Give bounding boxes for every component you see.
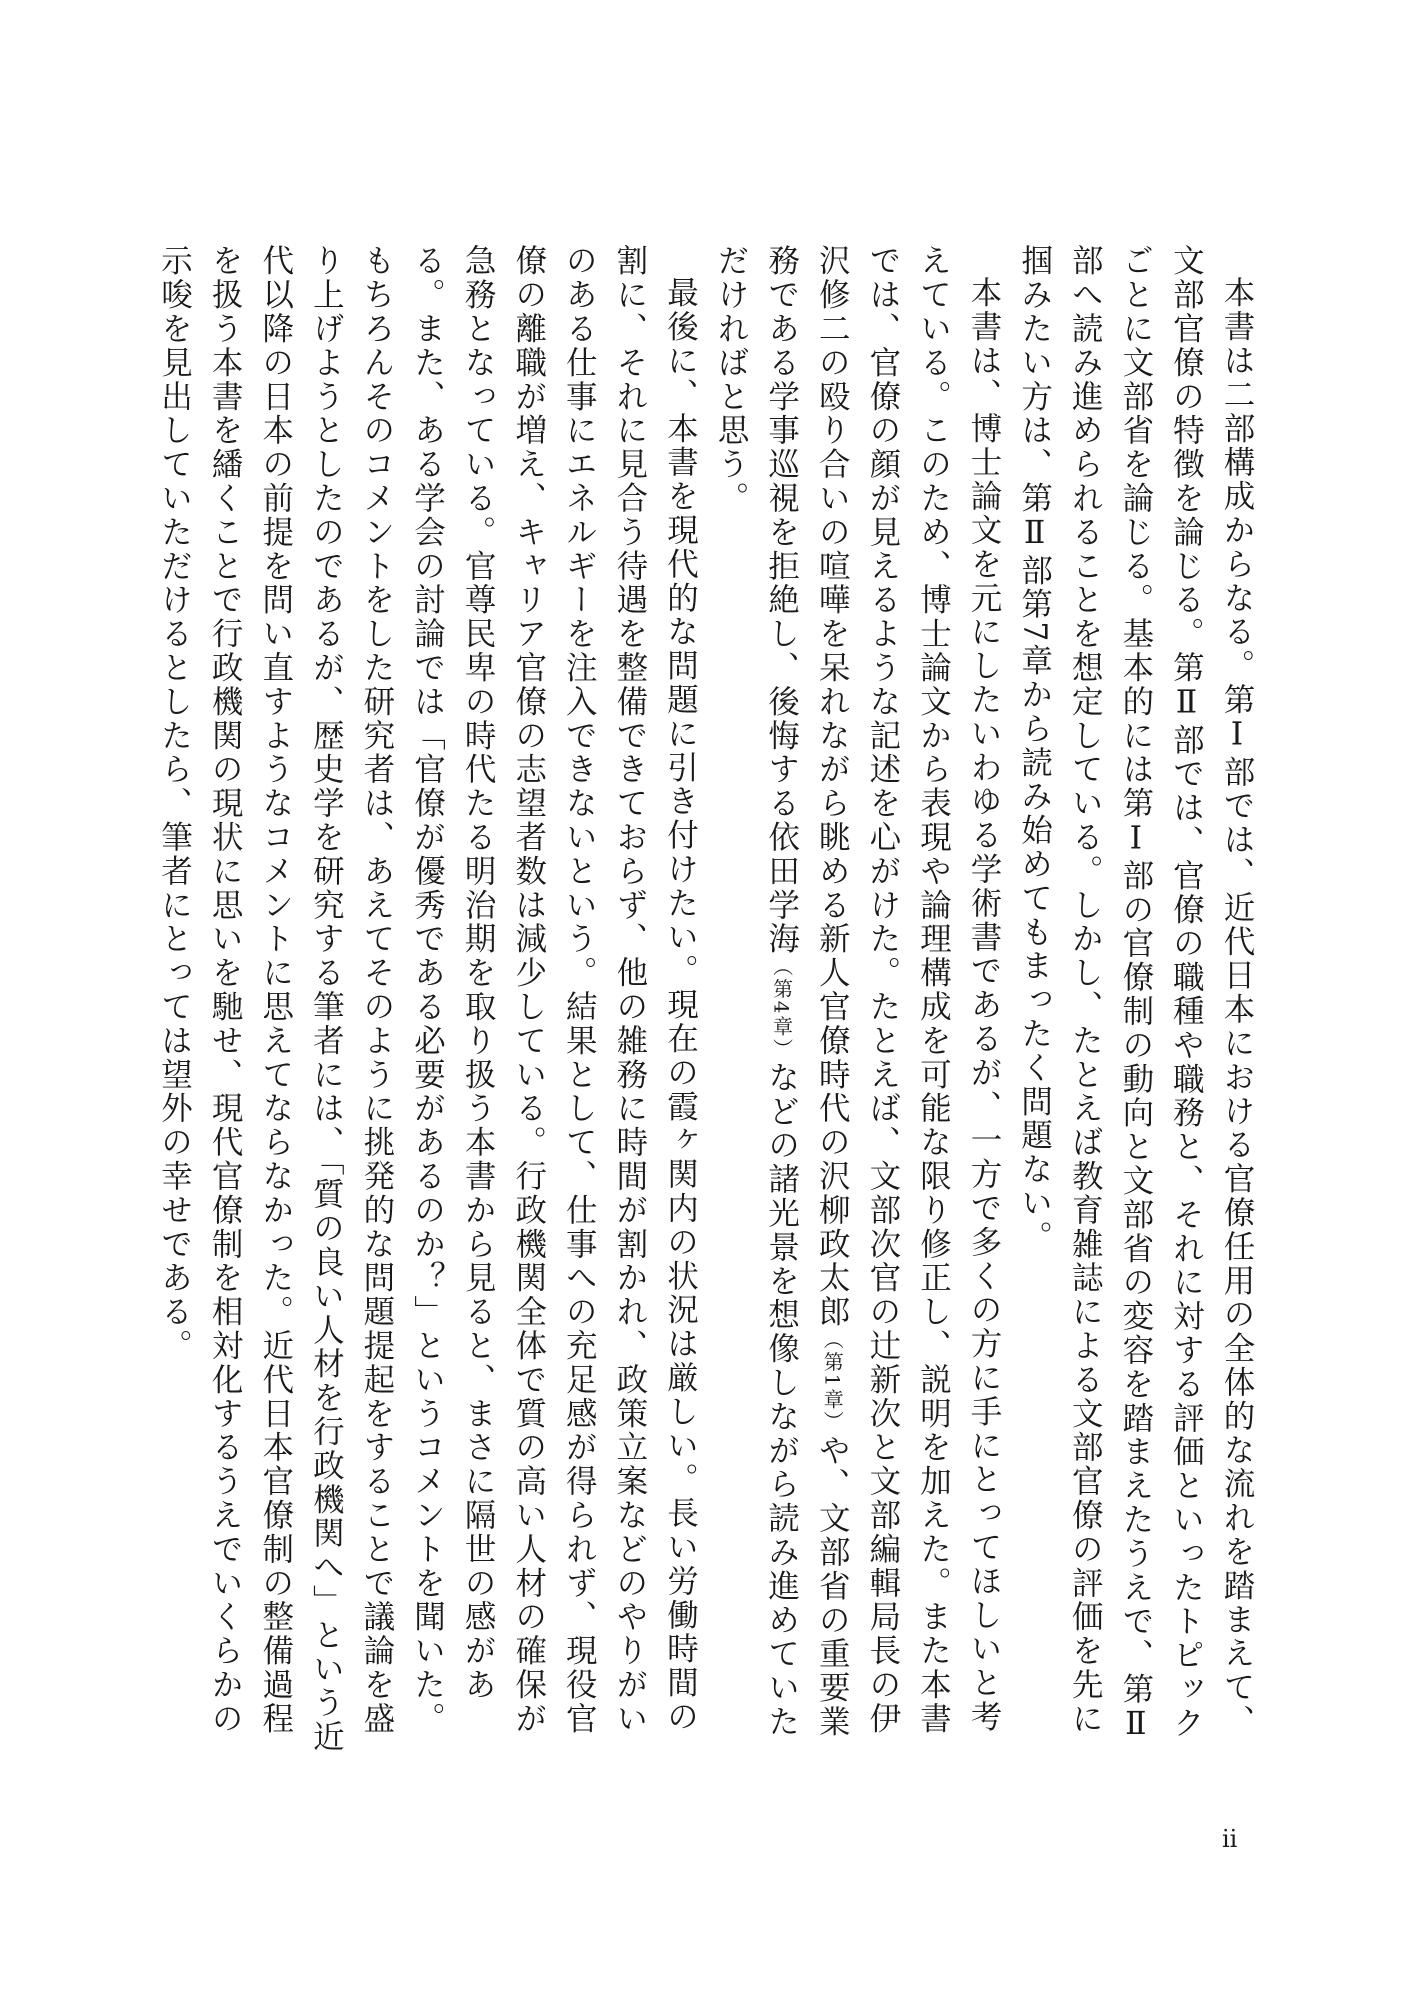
paragraph-writing-style-text-b: や、文部省の重要業務である学事巡視を拒絶し、後悔する依田学海 bbox=[763, 244, 851, 1739]
paragraph-structure bbox=[1009, 244, 1262, 1764]
paragraph-structure-text: 本書は二部構成からなる。第Ⅰ部では、近代日本における官僚任用の全体的な流れを踏まえて、文部官僚の特徴を論じる。第Ⅱ部では、官僚の職種や職務と、それに対する評価といったトピックごとに文部省を論じる。基本的には第Ⅰ部の官僚制の動向と文部省の変容を踏まえたうえで、第Ⅱ部へ読み進められることを想定している。しかし、たとえば教育雑誌による文部官僚の評価を先に掴みたい方は、第Ⅱ部第7章から読み始めてもまったく問題ない。 bbox=[1016, 244, 1255, 1745]
page-number: ii bbox=[1222, 1825, 1238, 1853]
body-text bbox=[149, 244, 1262, 1764]
paragraph-modern-relevance bbox=[149, 244, 706, 1764]
paragraph-writing-style-text-c: などの諸光景を想像しながら読み進めていただければと思う。 bbox=[713, 244, 800, 1739]
paragraph-modern-relevance-text: 最後に、本書を現代的な問題に引き付けたい。現在の霞ヶ関内の状況は厳しい。長い労働時間の割に、それに見合う待遇を整備できておらず、他の雑務に時間が割かれ、政策立案などのやりがいのある仕事にエネルギーを注入できないという。結果として、仕事への充足感が得られず、現役官僚の離職が増え、キャリア官僚の志望者数は減少している。行政機関全体で質の高い人材の確保が急務となっている。官尊民卑の時代たる明治期を取り扱う本書から見ると、まさに隔世の感がある。また、ある学会の討論では「官僚が優秀である必要があるのか？」というコメントを聞いた。もちろんそのコメントをした研究者は、あえてそのように挑発的な問題提起をすることで議論を盛り上げようとしたのであるが、歴史学を研究する筆者には、「質の良い人材を行政機関へ」という近代以降の日本の前提を問い直すようなコメントに思えてならなかった。近代日本官僚制の整備過程を扱う本書を繙くことで行政機関の現状に思いを馳せ、現代官僚制を相対化するうえでいくらかの示唆を見出していただけるとしたら、筆者にとっては望外の幸せである。 bbox=[156, 244, 699, 1754]
chapter-reference-1: （第1章） bbox=[820, 1328, 845, 1434]
paragraph-writing-style-text-a: 本書は、博士論文を元にしたいわゆる学術書であるが、一方で多くの方に手にとってほしいと考えている。このため、博士論文から表現や論理構成を可能な限り修正し、説明を加えた。また本書では、官僚の顔が見えるような記述を心がけた。たとえば、文部次官の辻新次と文部編輯局長の伊沢修二の殴り合いの喧嘩を呆れながら眺める新人官僚時代の沢柳政太郎 bbox=[814, 244, 1003, 1736]
chapter-reference-4: （第4章） bbox=[769, 955, 794, 1061]
paragraph-writing-style bbox=[705, 244, 1009, 1764]
